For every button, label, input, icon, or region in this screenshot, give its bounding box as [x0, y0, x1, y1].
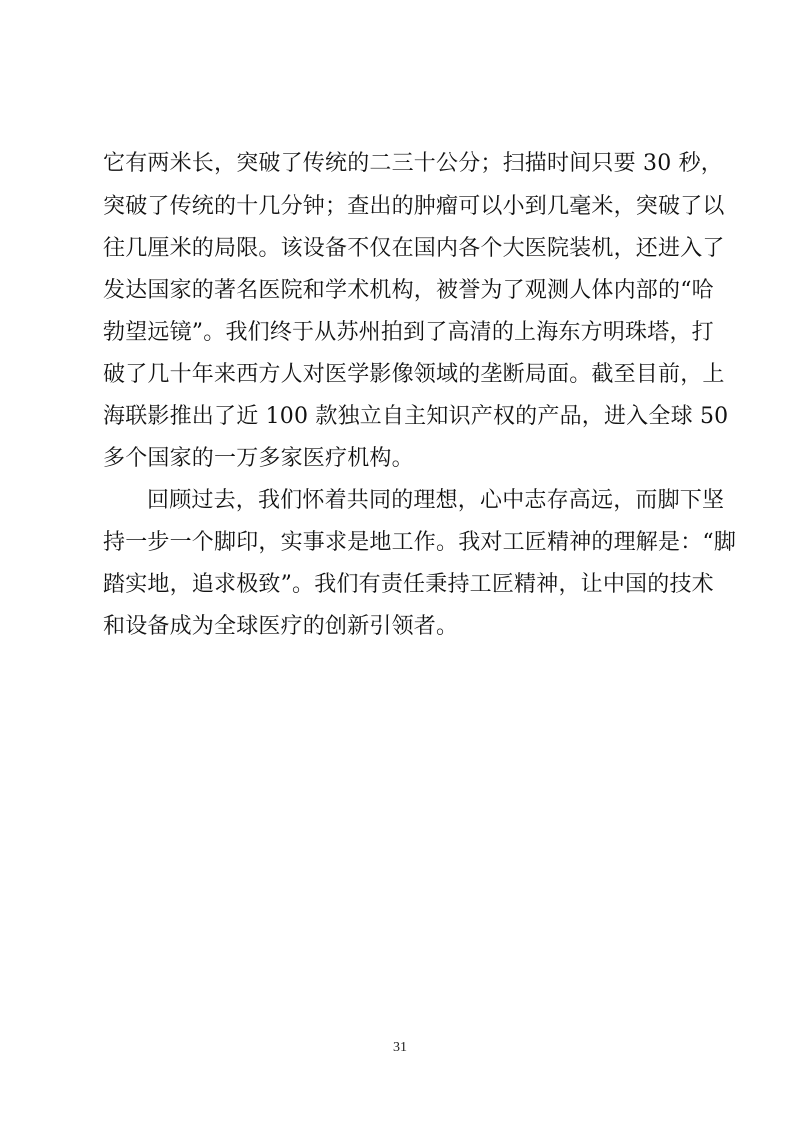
paragraph-line: 发达国家的著名医院和学术机构，被誉为了观测人体内部的“哈: [103, 278, 714, 303]
paragraph-line: 持一步一个脚印，实事求是地工作。我对工匠精神的理解是：“脚: [103, 530, 737, 555]
paragraph-line: 它有两米长，突破了传统的二三十公分；扫描时间只要 30 秒，: [103, 151, 723, 176]
paragraph-line: 回顾过去，我们怀着共同的理想，心中志存高远，而脚下坚: [147, 488, 725, 513]
paragraph-line: 多个国家的一万多家医疗机构。: [103, 446, 414, 471]
paragraph-line: 踏实地，追求极致”。我们有责任秉持工匠精神，让中国的技术: [103, 572, 714, 597]
paragraph-line: 往几厘米的局限。该设备不仅在国内各个大医院装机，还进入了: [103, 236, 725, 261]
paragraph-line: 和设备成为全球医疗的创新引领者。: [103, 614, 459, 639]
paragraph-line: 海联影推出了近 100 款独立自主知识产权的产品，进入全球 50: [103, 404, 729, 429]
page-number: 31: [393, 1040, 407, 1055]
paragraph-line: 突破了传统的十几分钟；查出的肿瘤可以小到几毫米，突破了以: [103, 194, 725, 219]
paragraph-line: 破了几十年来西方人对医学影像领域的垄断局面。截至目前，上: [103, 362, 725, 387]
paragraph-line: 勃望远镜”。我们终于从苏州拍到了高清的上海东方明珠塔，打: [103, 320, 714, 345]
